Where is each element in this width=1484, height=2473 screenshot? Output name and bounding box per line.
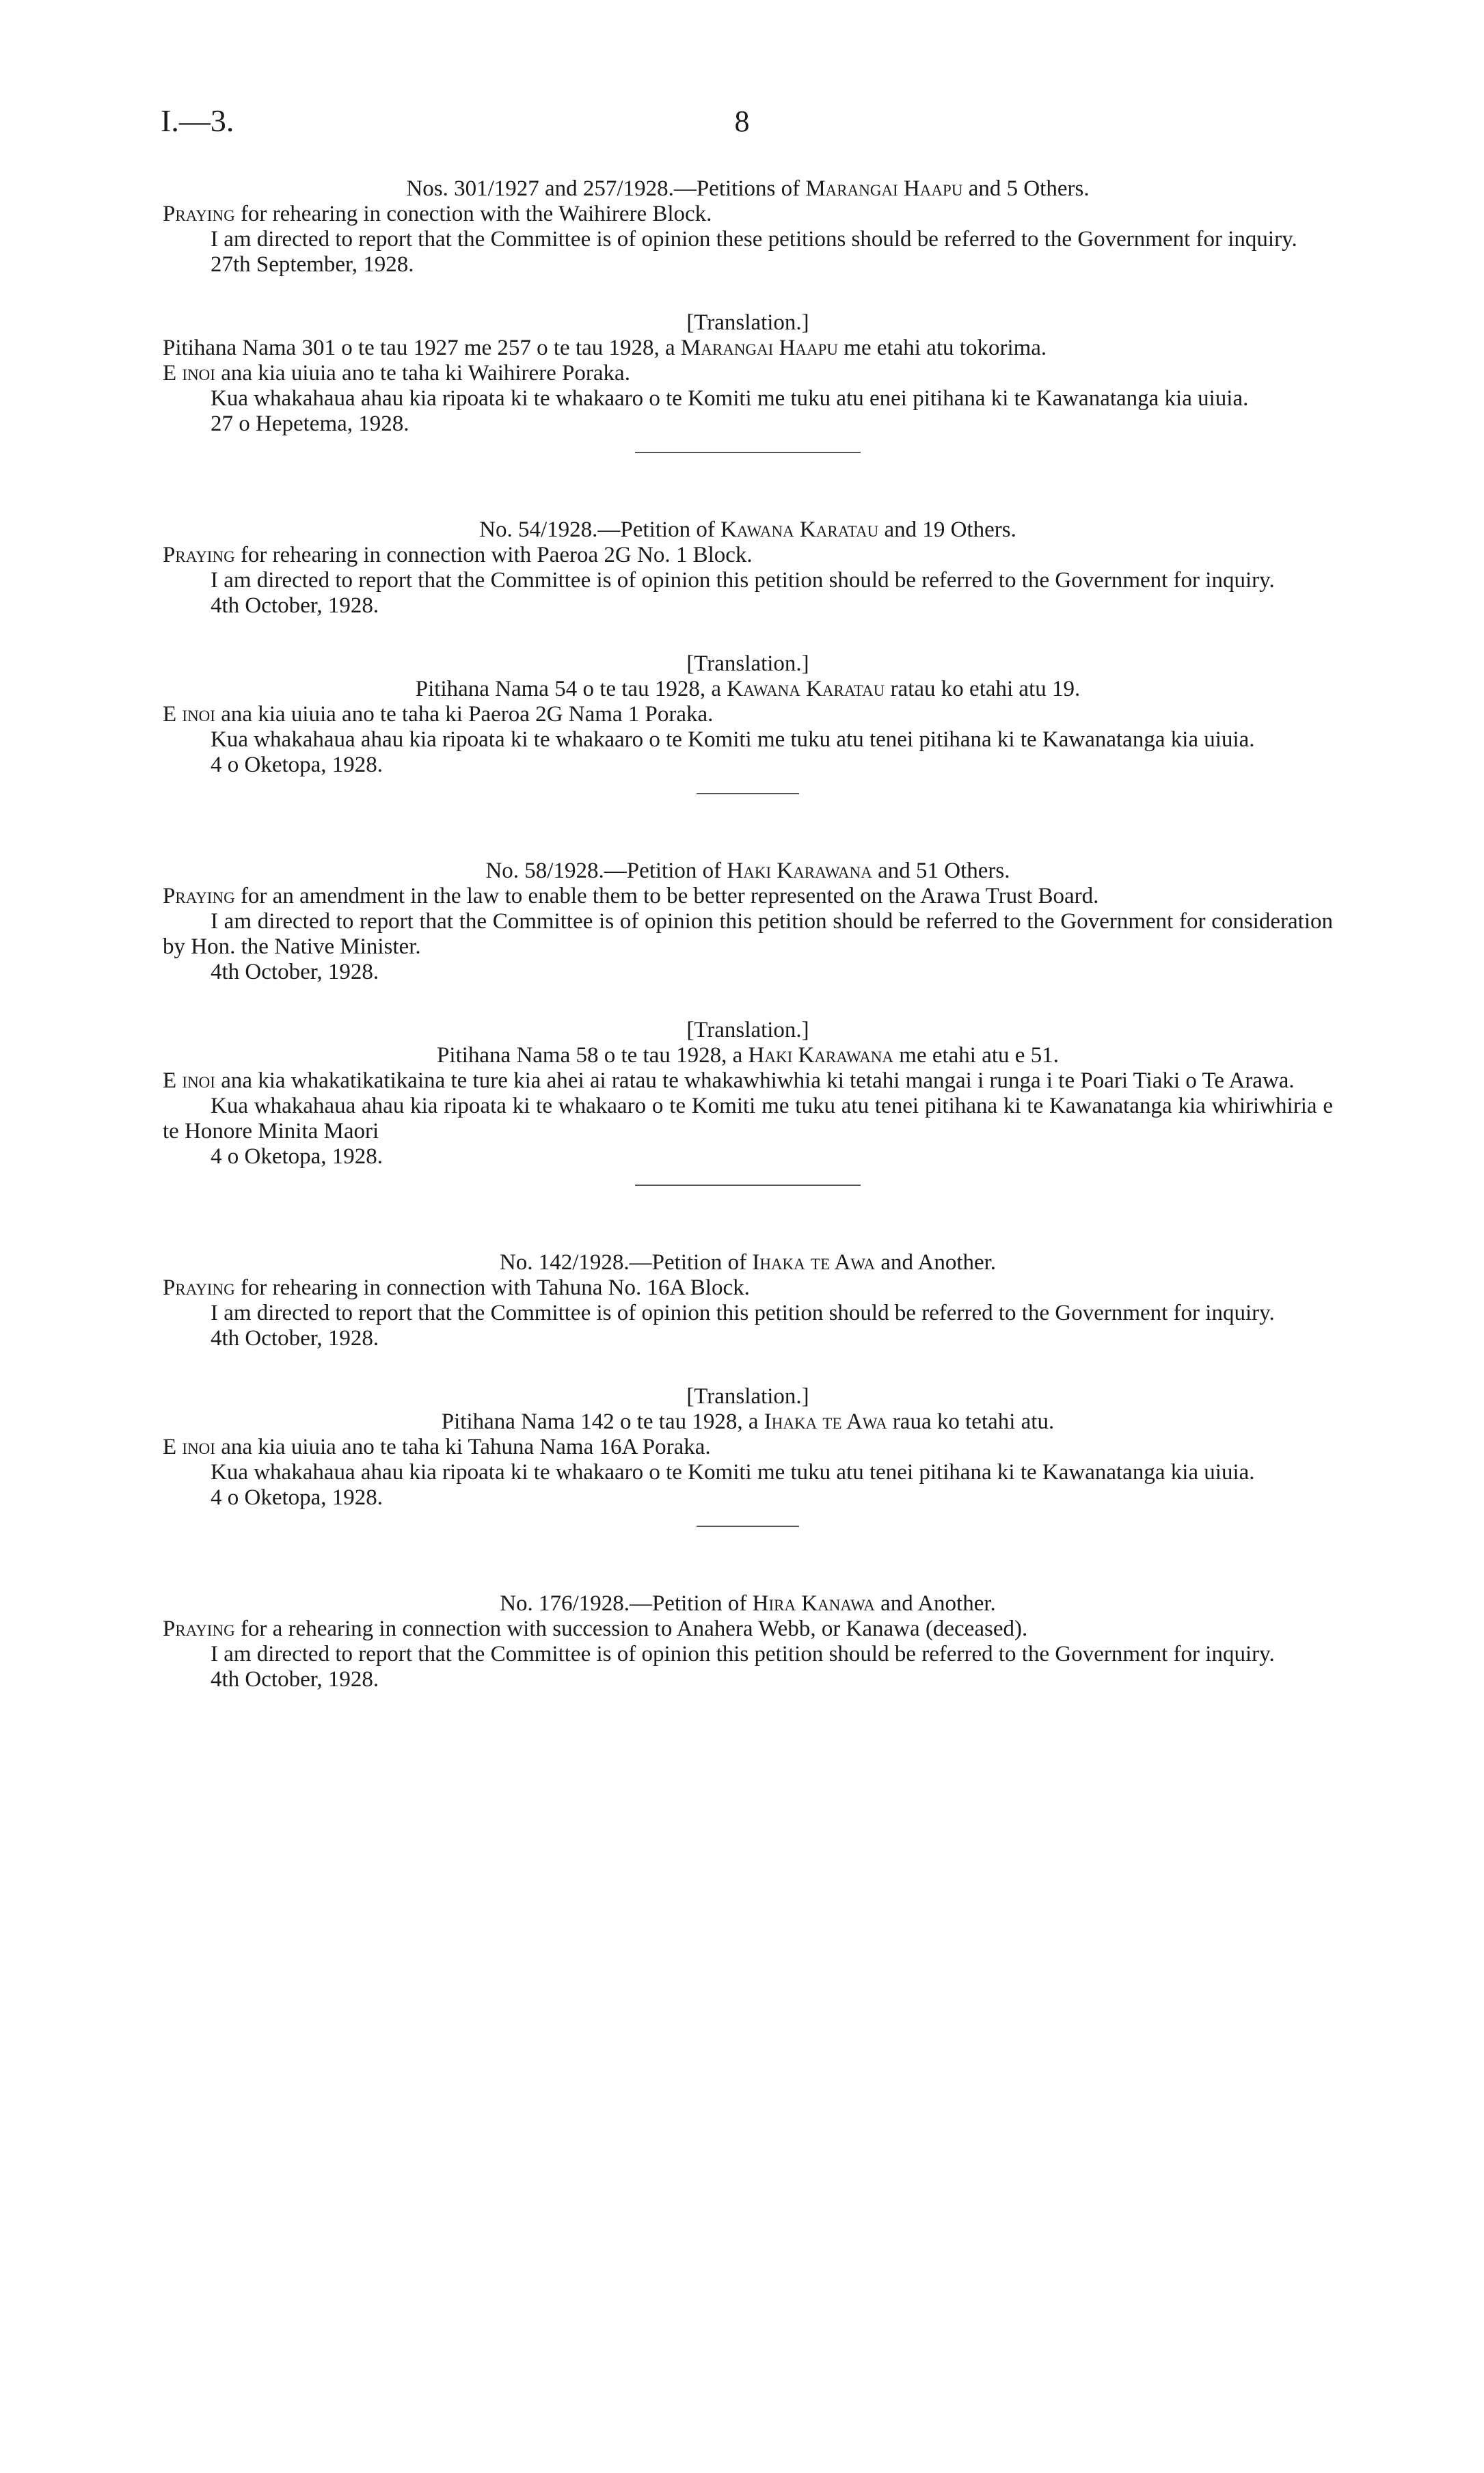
translation-date: 4 o Oketopa, 1928. bbox=[211, 1485, 383, 1510]
report-date: 4th October, 1928. bbox=[211, 960, 379, 984]
translation-title: Pitihana Nama 301 o te tau 1927 me 257 o te tau 1928, a Marangai Haapu me etahi atu tokorima. bbox=[163, 336, 1047, 360]
petition-title: No. 58/1928.—Petition of Haki Karawana and 51 Others. bbox=[485, 859, 1010, 883]
committee-report: I am directed to report that the Committee is of opinion this petition should be referred to the Government for inquiry. bbox=[211, 568, 1275, 593]
petition-section bbox=[163, 1591, 1333, 1692]
translation-report: Kua whakahaua ahau kia ripoata ki te whakaaro o te Komiti me tuku atu tenei pitihana ki te Kawanatanga kia uiuia. bbox=[211, 727, 1255, 752]
paper-reference: I.—3. bbox=[161, 103, 234, 138]
section-divider bbox=[163, 778, 1333, 811]
inoi-paragraph: E inoi ana kia uiuia ano te taha ki Tahuna Nama 16A Poraka. bbox=[163, 1435, 711, 1459]
page-number: 8 bbox=[734, 105, 750, 138]
report-date: 4th October, 1928. bbox=[211, 1667, 379, 1692]
petition-section bbox=[163, 517, 1333, 778]
translation-title: Pitihana Nama 54 o te tau 1928, a Kawana Karatau ratau ko etahi atu 19. bbox=[415, 677, 1081, 701]
translation-heading: [Translation.] bbox=[686, 1018, 809, 1042]
inoi-paragraph: E inoi ana kia uiuia ano te taha ki Paeroa 2G Nama 1 Poraka. bbox=[163, 702, 714, 727]
petition-title: Nos. 301/1927 and 257/1928.—Petitions of Marangai Haapu and 5 Others. bbox=[406, 176, 1090, 201]
petition-title: No. 54/1928.—Petition of Kawana Karatau and 19 Others. bbox=[479, 517, 1016, 542]
report-date: 27th September, 1928. bbox=[211, 252, 414, 277]
section-divider bbox=[163, 437, 1333, 470]
section-divider bbox=[163, 1511, 1333, 1543]
translation-report: Kua whakahaua ahau kia ripoata ki te whakaaro o te Komiti me tuku atu enei pitihana ki te Kawanatanga kia uiuia. bbox=[211, 386, 1249, 411]
praying-paragraph: Praying for rehearing in conection with the Waihirere Block. bbox=[163, 202, 712, 226]
petition-title: No. 142/1928.—Petition of Ihaka te Awa and Another. bbox=[499, 1250, 997, 1275]
petition-section bbox=[163, 1250, 1333, 1511]
report-date: 4th October, 1928. bbox=[211, 593, 379, 618]
translation-title: Pitihana Nama 58 o te tau 1928, a Haki Karawana me etahi atu e 51. bbox=[437, 1043, 1059, 1068]
petition-section bbox=[163, 859, 1333, 1170]
translation-heading: [Translation.] bbox=[686, 1384, 809, 1409]
translation-title: Pitihana Nama 142 o te tau 1928, a Ihaka te Awa raua ko tetahi atu. bbox=[441, 1409, 1055, 1434]
translation-date: 4 o Oketopa, 1928. bbox=[211, 1144, 383, 1169]
praying-paragraph: Praying for an amendment in the law to enable them to be better represented on the Arawa Trust Board. bbox=[163, 884, 1099, 908]
translation-heading: [Translation.] bbox=[686, 310, 809, 335]
committee-report: I am directed to report that the Committee is of opinion this petition should be referred to the Government for inquiry. bbox=[211, 1301, 1275, 1325]
translation-date: 27 o Hepetema, 1928. bbox=[211, 411, 409, 436]
section-divider bbox=[163, 1170, 1333, 1202]
committee-report: I am directed to report that the Committee is of opinion this petition should be referred to the Government for consideration by Hon. the Native Minister. bbox=[163, 909, 1333, 959]
translation-heading: [Translation.] bbox=[686, 651, 809, 676]
committee-report: I am directed to report that the Committee is of opinion these petitions should be referred to the Government for inquiry. bbox=[211, 227, 1297, 252]
petition-section bbox=[163, 176, 1333, 437]
petition-title: No. 176/1928.—Petition of Hira Kanawa and Another. bbox=[500, 1591, 996, 1616]
page-header bbox=[161, 103, 1323, 150]
translation-report: Kua whakahaua ahau kia ripoata ki te whakaaro o te Komiti me tuku atu tenei pitihana ki te Kawanatanga kia uiuia. bbox=[211, 1460, 1255, 1485]
inoi-paragraph: E inoi ana kia whakatikatikaina te ture kia ahei ai ratau te whakawhiwhia ki tetahi mangai i runga i te Poari Tiaki o Te Arawa. bbox=[163, 1068, 1295, 1093]
report-date: 4th October, 1928. bbox=[211, 1326, 379, 1351]
committee-report: I am directed to report that the Committee is of opinion this petition should be referred to the Government for inquiry. bbox=[211, 1642, 1275, 1666]
inoi-paragraph: E inoi ana kia uiuia ano te taha ki Waihirere Poraka. bbox=[163, 361, 630, 386]
document-body bbox=[163, 176, 1333, 1692]
praying-paragraph: Praying for rehearing in connection with Tahuna No. 16A Block. bbox=[163, 1275, 750, 1300]
praying-paragraph: Praying for rehearing in connection with Paeroa 2G No. 1 Block. bbox=[163, 543, 753, 567]
translation-report: Kua whakahaua ahau kia ripoata ki te whakaaro o te Komiti me tuku atu tenei pitihana ki te Kawanatanga kia whiriwhiria e te Honore Minita Maori bbox=[163, 1094, 1333, 1144]
translation-date: 4 o Oketopa, 1928. bbox=[211, 753, 383, 777]
praying-paragraph: Praying for a rehearing in connection with succession to Anahera Webb, or Kanawa (deceased). bbox=[163, 1617, 1028, 1641]
